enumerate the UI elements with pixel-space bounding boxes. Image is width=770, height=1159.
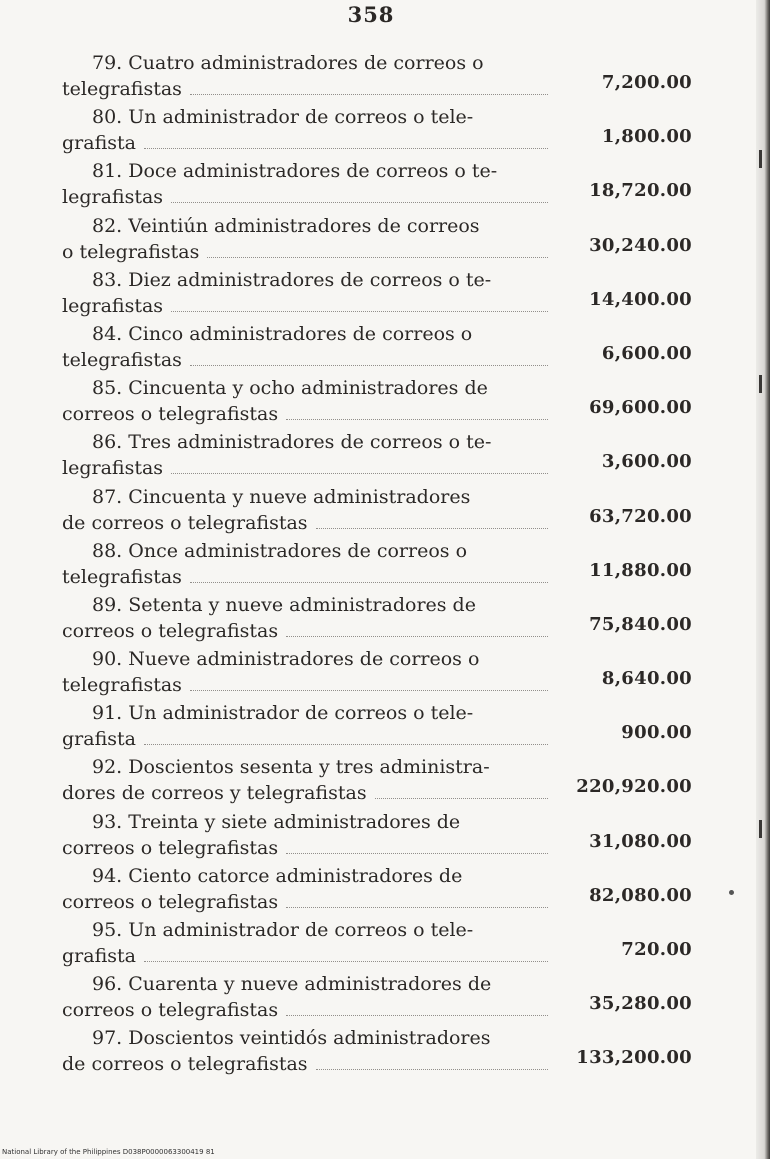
dot-leader bbox=[286, 401, 548, 420]
budget-entry bbox=[62, 319, 712, 373]
dot-leader bbox=[144, 943, 548, 962]
entry-description-line1: 84. Cinco administradores de correos o bbox=[92, 322, 473, 345]
budget-entry bbox=[62, 1023, 712, 1077]
budget-entry bbox=[62, 861, 712, 915]
entry-description-line2 bbox=[62, 347, 548, 373]
budget-entry bbox=[62, 427, 712, 481]
budget-entry bbox=[62, 265, 712, 319]
entry-description-line1: 89. Setenta y nueve administradores de bbox=[92, 593, 476, 616]
edge-mark bbox=[759, 150, 762, 168]
entry-description-line1: 85. Cincuenta y ocho administradores de bbox=[92, 377, 488, 400]
entry-description-line2 bbox=[62, 943, 548, 969]
entry-description-line1: 95. Un administrador de correos o tele- bbox=[92, 919, 474, 941]
entry-description-line2 bbox=[62, 726, 548, 752]
entry-amount: 35,280.00 bbox=[589, 993, 692, 1015]
budget-entry bbox=[62, 156, 712, 210]
dot-leader bbox=[286, 889, 548, 908]
dot-leader bbox=[286, 618, 548, 637]
entry-description-line2-text: grafista bbox=[62, 132, 136, 155]
entry-description-line1: 87. Cincuenta y nueve administradores bbox=[92, 485, 471, 508]
budget-entry bbox=[62, 48, 712, 102]
entry-description-line2-text: de correos o telegrafistas bbox=[62, 511, 308, 534]
entry-description-line1: 82. Veintiún administradores de correos bbox=[92, 214, 480, 237]
entry-list bbox=[62, 48, 712, 1078]
entry-description-line1: 90. Nueve administradores de correos o bbox=[92, 648, 480, 671]
entry-description-line1: 86. Tres administradores de correos o te- bbox=[92, 431, 492, 454]
entry-description-line2-text: grafista bbox=[62, 945, 136, 967]
entry-description-line2-text: grafista bbox=[62, 728, 136, 751]
dot-leader bbox=[286, 835, 548, 854]
entry-description-line2 bbox=[62, 997, 548, 1023]
entry-amount: 11,880.00 bbox=[589, 559, 692, 581]
entry-description-line1: 93. Treinta y siete administradores de bbox=[92, 810, 461, 833]
entry-description-line1: 94. Ciento catorce administradores de bbox=[92, 864, 463, 887]
entry-amount: 18,720.00 bbox=[589, 180, 692, 202]
entry-description-line2 bbox=[62, 130, 548, 156]
entry-description-line2-text: legrafistas bbox=[62, 294, 164, 317]
scan-footer: National Library of the Philippines D038P0000063300419 81 bbox=[2, 1148, 215, 1156]
dot-leader bbox=[316, 1051, 548, 1070]
page-edge-shadow bbox=[756, 0, 770, 1159]
entry-description-line2-text: correos o telegrafistas bbox=[62, 619, 279, 642]
entry-description-line1: 97. Doscientos veintidós administradores bbox=[92, 1027, 491, 1050]
entry-description-line2 bbox=[62, 401, 548, 427]
dot-leader bbox=[171, 455, 548, 474]
dot-leader bbox=[286, 997, 548, 1016]
budget-entry bbox=[62, 482, 712, 536]
entry-amount: 3,600.00 bbox=[601, 451, 692, 473]
entry-description-line2 bbox=[62, 510, 548, 536]
dot-leader bbox=[171, 184, 548, 203]
budget-entry bbox=[62, 969, 712, 1023]
entry-description-line2-text: telegrafistas bbox=[62, 78, 182, 100]
entry-description-line2-text: correos o telegrafistas bbox=[62, 403, 279, 426]
entry-amount: 720.00 bbox=[621, 939, 692, 960]
dot-leader bbox=[207, 239, 548, 258]
dot-leader bbox=[190, 347, 548, 366]
entry-amount: 7,200.00 bbox=[601, 72, 692, 93]
entry-description-line2-text: legrafistas bbox=[62, 457, 164, 480]
entry-amount: 220,920.00 bbox=[576, 776, 692, 798]
budget-entry bbox=[62, 102, 712, 156]
entry-description-line2 bbox=[62, 889, 548, 915]
entry-description-line1: 83. Diez administradores de correos o te- bbox=[92, 268, 492, 291]
entry-description-line2-text: correos o telegrafistas bbox=[62, 890, 279, 913]
budget-entry bbox=[62, 211, 712, 265]
budget-entry bbox=[62, 373, 712, 427]
entry-description-line2-text: o telegrafistas bbox=[62, 240, 200, 263]
budget-entry bbox=[62, 915, 712, 969]
entry-amount: 133,200.00 bbox=[576, 1047, 692, 1069]
dot-leader bbox=[190, 564, 548, 583]
entry-amount: 31,080.00 bbox=[589, 830, 692, 852]
entry-description-line2 bbox=[62, 184, 548, 210]
page-number: 358 bbox=[347, 2, 395, 27]
entry-description-line1: 92. Doscientos sesenta y tres administra- bbox=[92, 756, 490, 779]
dot-leader bbox=[190, 76, 548, 95]
entry-description-line2 bbox=[62, 455, 548, 481]
entry-amount: 75,840.00 bbox=[589, 613, 692, 635]
entry-description-line2 bbox=[62, 618, 548, 644]
entry-description-line2 bbox=[62, 239, 548, 265]
budget-entry bbox=[62, 698, 712, 752]
scan-speck bbox=[729, 890, 734, 895]
edge-mark bbox=[759, 820, 762, 838]
entry-description-line2-text: telegrafistas bbox=[62, 674, 182, 697]
dot-leader bbox=[144, 726, 548, 745]
entry-amount: 6,600.00 bbox=[601, 342, 692, 364]
dot-leader bbox=[171, 293, 548, 312]
entry-description-line2 bbox=[62, 293, 548, 319]
entry-amount: 1,800.00 bbox=[601, 126, 692, 148]
budget-entry bbox=[62, 590, 712, 644]
entry-description-line2-text: correos o telegrafistas bbox=[62, 836, 279, 859]
dot-leader bbox=[190, 672, 548, 691]
entry-description-line2-text: legrafistas bbox=[62, 186, 164, 209]
entry-description-line2-text: correos o telegrafistas bbox=[62, 999, 279, 1022]
budget-entry bbox=[62, 644, 712, 698]
dot-leader bbox=[375, 780, 548, 799]
budget-entry bbox=[62, 536, 712, 590]
entry-amount: 900.00 bbox=[621, 722, 692, 744]
budget-entry bbox=[62, 752, 712, 806]
entry-amount: 63,720.00 bbox=[589, 505, 692, 527]
entry-description-line1: 96. Cuarenta y nueve administradores de bbox=[92, 973, 492, 996]
entry-description-line2-text: dores de correos y telegrafistas bbox=[62, 782, 367, 805]
entry-description-line2 bbox=[62, 1051, 548, 1077]
entry-description-line1: 79. Cuatro administradores de correos o bbox=[92, 52, 484, 74]
edge-mark bbox=[759, 375, 762, 393]
entry-description-line2-text: de correos o telegrafistas bbox=[62, 1053, 308, 1076]
entry-description-line1: 81. Doce administradores de correos o te- bbox=[92, 160, 498, 183]
entry-description-line2-text: telegrafistas bbox=[62, 348, 182, 371]
entry-description-line2 bbox=[62, 835, 548, 861]
entry-amount: 82,080.00 bbox=[589, 884, 692, 906]
dot-leader bbox=[144, 130, 548, 149]
budget-entry bbox=[62, 807, 712, 861]
entry-description-line2 bbox=[62, 780, 548, 806]
entry-description-line1: 80. Un administrador de correos o tele- bbox=[92, 106, 474, 129]
entry-amount: 8,640.00 bbox=[601, 668, 692, 690]
dot-leader bbox=[316, 510, 548, 529]
entry-description-line2 bbox=[62, 76, 548, 102]
entry-description-line2-text: telegrafistas bbox=[62, 565, 182, 588]
entry-amount: 69,600.00 bbox=[589, 397, 692, 419]
entry-description-line2 bbox=[62, 564, 548, 590]
entry-amount: 30,240.00 bbox=[589, 234, 692, 256]
entry-description-line1: 88. Once administradores de correos o bbox=[92, 539, 468, 562]
entry-amount: 14,400.00 bbox=[589, 288, 692, 310]
entry-description-line1: 91. Un administrador de correos o tele- bbox=[92, 702, 474, 725]
entry-description-line2 bbox=[62, 672, 548, 698]
